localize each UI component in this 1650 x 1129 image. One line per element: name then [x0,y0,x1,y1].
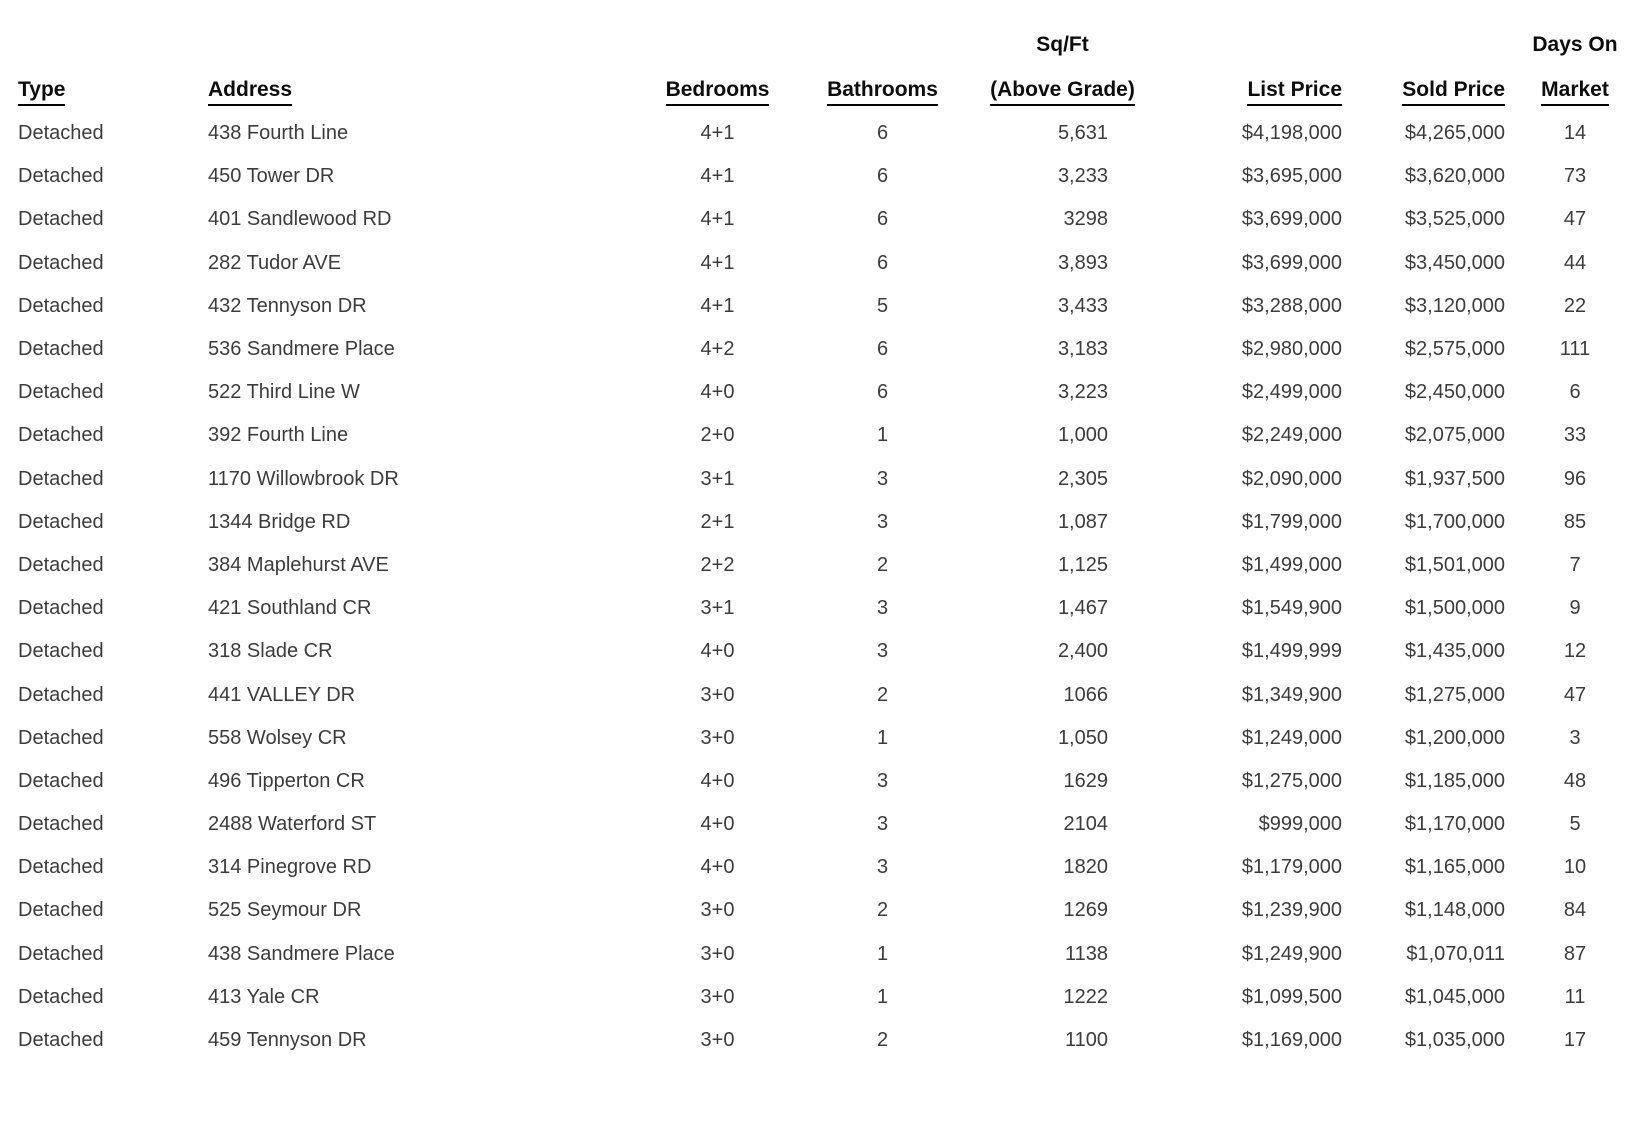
cell-sqft: 1820 [1063,856,1108,879]
header-sqft-label: (Above Grade) [990,77,1135,106]
row-spacer [1635,889,1650,932]
cell-days-on-market: 73 [1563,165,1587,188]
table-row [0,112,1650,155]
cell-bedrooms: 3+1 [700,467,735,490]
cell-list-price: $1,179,000 [1241,856,1342,879]
cell-sqft: 3,893 [1057,251,1108,274]
cell-bathrooms: 6 [876,338,889,361]
cell-days-on-market: 85 [1563,510,1587,533]
cell-sqft: 1,050 [1057,726,1108,749]
cell-list-price: $1,169,000 [1241,1029,1342,1052]
cell-bathrooms: 3 [876,813,889,836]
cell-list-price: $1,249,900 [1241,942,1342,965]
table-header [0,0,1650,112]
cell-bathrooms: 2 [876,683,889,706]
cell-sqft: 1100 [1064,1029,1108,1052]
cell-address: 1344 Bridge RD [208,510,351,533]
cell-sold-price: $1,700,000 [1404,510,1505,533]
cell-address: 441 VALLEY DR [208,683,356,706]
cell-list-price: $1,549,900 [1241,597,1342,620]
cell-address: 450 Tower DR [208,165,335,188]
cell-address: 401 Sandlewood RD [208,208,392,231]
cell-days-on-market: 47 [1563,208,1587,231]
cell-bathrooms: 6 [876,165,889,188]
table-row [0,846,1650,889]
cell-bathrooms: 3 [876,467,889,490]
cell-days-on-market: 12 [1563,640,1587,663]
cell-bathrooms: 6 [876,122,889,145]
cell-address: 459 Tennyson DR [208,1029,367,1052]
table-row [0,285,1650,328]
header-bathrooms-label: Bathrooms [827,77,938,106]
cell-bedrooms: 3+0 [700,1029,735,1052]
table-row [0,198,1650,241]
cell-bedrooms: 3+0 [700,942,735,965]
cell-bedrooms: 2+2 [700,553,735,576]
header-days-on-market [1515,0,1635,112]
cell-bedrooms: 4+0 [700,640,735,663]
cell-type: Detached [18,294,104,317]
cell-bathrooms: 5 [876,294,889,317]
cell-bathrooms: 3 [876,640,889,663]
header-address-label: Address [208,77,292,106]
row-spacer [1635,414,1650,457]
cell-bathrooms: 3 [876,856,889,879]
cell-type: Detached [18,640,104,663]
cell-type: Detached [18,510,104,533]
cell-sold-price: $1,937,500 [1404,467,1505,490]
cell-list-price: $999,000 [1258,813,1342,836]
cell-type: Detached [18,856,104,879]
cell-sold-price: $3,450,000 [1404,251,1505,274]
cell-sqft: 3298 [1063,208,1108,231]
cell-list-price: $3,288,000 [1241,294,1342,317]
cell-bathrooms: 2 [876,553,889,576]
cell-bathrooms: 2 [876,899,889,922]
cell-list-price: $4,198,000 [1241,122,1342,145]
cell-sqft: 1,087 [1057,510,1108,533]
cell-list-price: $2,980,000 [1241,338,1342,361]
header-sold-price [1352,0,1515,112]
cell-sqft: 1,000 [1057,424,1108,447]
header-type [0,0,190,112]
cell-type: Detached [18,467,104,490]
cell-sold-price: $1,501,000 [1404,553,1505,576]
cell-sold-price: $2,075,000 [1404,424,1505,447]
cell-address: 438 Fourth Line [208,122,349,145]
header-list-price [1165,0,1352,112]
cell-type: Detached [18,942,104,965]
cell-bedrooms: 3+0 [700,985,735,1008]
row-spacer [1635,458,1650,501]
cell-sold-price: $1,170,000 [1404,813,1505,836]
cell-days-on-market: 14 [1563,122,1587,145]
cell-days-on-market: 5 [1569,813,1581,836]
cell-address: 318 Slade CR [208,640,333,663]
cell-type: Detached [18,122,104,145]
table-row [0,544,1650,587]
header-row [0,0,1650,112]
cell-bedrooms: 4+1 [700,122,735,145]
header-type-label: Type [18,77,65,106]
table-row [0,803,1650,846]
header-bathrooms [805,0,960,112]
header-sqft-top: Sq/Ft [1036,33,1089,56]
cell-list-price: $1,239,900 [1241,899,1342,922]
row-spacer [1635,760,1650,803]
cell-sqft: 3,233 [1057,165,1108,188]
cell-list-price: $2,499,000 [1241,381,1342,404]
cell-sold-price: $4,265,000 [1404,122,1505,145]
cell-list-price: $1,099,500 [1241,985,1342,1008]
table-row [0,371,1650,414]
cell-address: 496 Tipperton CR [208,769,365,792]
cell-address: 384 Maplehurst AVE [208,553,389,576]
cell-days-on-market: 47 [1563,683,1587,706]
cell-bedrooms: 2+1 [700,510,735,533]
row-spacer [1635,371,1650,414]
cell-list-price: $1,249,000 [1241,726,1342,749]
row-spacer [1635,673,1650,716]
table-body [0,112,1650,1062]
cell-address: 525 Seymour DR [208,899,362,922]
row-spacer [1635,630,1650,673]
cell-bathrooms: 6 [876,251,889,274]
row-spacer [1635,155,1650,198]
cell-days-on-market: 10 [1563,856,1587,879]
cell-sqft: 3,433 [1057,294,1108,317]
cell-sold-price: $1,148,000 [1404,899,1505,922]
cell-address: 2488 Waterford ST [208,813,377,836]
cell-bathrooms: 2 [876,1029,889,1052]
cell-bedrooms: 4+1 [700,208,735,231]
cell-sqft: 1,125 [1057,553,1108,576]
cell-address: 558 Wolsey CR [208,726,347,749]
row-spacer [1635,587,1650,630]
cell-sold-price: $3,120,000 [1404,294,1505,317]
cell-sold-price: $1,185,000 [1404,769,1505,792]
cell-bedrooms: 3+1 [700,597,735,620]
cell-days-on-market: 17 [1563,1029,1587,1052]
cell-list-price: $3,699,000 [1241,251,1342,274]
cell-bedrooms: 4+1 [700,251,735,274]
cell-address: 438 Sandmere Place [208,942,395,965]
table-row [0,587,1650,630]
row-spacer [1635,846,1650,889]
cell-sqft: 2104 [1063,813,1108,836]
cell-days-on-market: 9 [1569,597,1581,620]
cell-sqft: 1,467 [1057,597,1108,620]
row-spacer [1635,285,1650,328]
cell-sqft: 1138 [1064,942,1108,965]
table-row [0,976,1650,1019]
header-sqft [960,0,1165,112]
cell-days-on-market: 3 [1569,726,1581,749]
row-spacer [1635,803,1650,846]
cell-bathrooms: 1 [876,942,889,965]
cell-days-on-market: 111 [1559,338,1591,361]
row-spacer [1635,544,1650,587]
cell-sold-price: $3,620,000 [1404,165,1505,188]
cell-address: 1170 Willowbrook DR [208,467,399,490]
table-row [0,630,1650,673]
cell-address: 314 Pinegrove RD [208,856,372,879]
cell-list-price: $2,249,000 [1241,424,1342,447]
table-row [0,1019,1650,1062]
header-bedrooms-label: Bedrooms [666,77,770,106]
cell-days-on-market: 22 [1563,294,1587,317]
table-row [0,155,1650,198]
cell-bedrooms: 4+0 [700,381,735,404]
cell-bedrooms: 4+2 [700,338,735,361]
cell-list-price: $1,799,000 [1241,510,1342,533]
cell-sqft: 3,223 [1057,381,1108,404]
table-row [0,673,1650,716]
cell-bedrooms: 3+0 [700,899,735,922]
cell-type: Detached [18,683,104,706]
header-bedrooms [630,0,805,112]
table-row [0,717,1650,760]
cell-sold-price: $2,450,000 [1404,381,1505,404]
cell-address: 282 Tudor AVE [208,251,342,274]
cell-address: 421 Southland CR [208,597,372,620]
cell-bathrooms: 6 [876,208,889,231]
cell-bathrooms: 3 [876,769,889,792]
cell-type: Detached [18,553,104,576]
cell-address: 432 Tennyson DR [208,294,367,317]
cell-sqft: 5,631 [1057,122,1108,145]
cell-address: 522 Third Line W [208,381,360,404]
cell-sold-price: $1,035,000 [1404,1029,1505,1052]
cell-days-on-market: 33 [1563,424,1587,447]
cell-days-on-market: 96 [1563,467,1587,490]
cell-sold-price: $2,575,000 [1404,338,1505,361]
cell-sqft: 2,400 [1057,640,1108,663]
row-spacer [1635,933,1650,976]
table-row [0,933,1650,976]
cell-bedrooms: 4+1 [700,294,735,317]
cell-type: Detached [18,165,104,188]
cell-sold-price: $3,525,000 [1404,208,1505,231]
cell-bedrooms: 4+0 [700,813,735,836]
cell-address: 536 Sandmere Place [208,338,395,361]
cell-type: Detached [18,251,104,274]
cell-type: Detached [18,899,104,922]
row-spacer [1635,717,1650,760]
cell-days-on-market: 87 [1563,942,1587,965]
table-row [0,760,1650,803]
cell-sold-price: $1,200,000 [1404,726,1505,749]
table-row [0,414,1650,457]
cell-sold-price: $1,435,000 [1404,640,1505,663]
cell-type: Detached [18,769,104,792]
cell-sqft: 1629 [1063,769,1108,792]
table-row [0,328,1650,371]
cell-days-on-market: 44 [1563,251,1587,274]
cell-address: 413 Yale CR [208,985,320,1008]
cell-type: Detached [18,1029,104,1052]
header-days-on-market-top: Days On [1532,33,1618,56]
row-spacer [1635,976,1650,1019]
cell-bathrooms: 3 [876,597,889,620]
cell-bedrooms: 4+0 [700,856,735,879]
row-spacer [1635,112,1650,155]
cell-sold-price: $1,165,000 [1404,856,1505,879]
cell-type: Detached [18,208,104,231]
cell-days-on-market: 6 [1569,381,1581,404]
cell-days-on-market: 11 [1564,985,1586,1008]
cell-list-price: $2,090,000 [1241,467,1342,490]
row-spacer [1635,242,1650,285]
cell-list-price: $1,275,000 [1241,769,1342,792]
cell-bedrooms: 4+1 [700,165,735,188]
cell-type: Detached [18,338,104,361]
cell-sold-price: $1,500,000 [1404,597,1505,620]
table-row [0,501,1650,544]
cell-address: 392 Fourth Line [208,424,349,447]
cell-bathrooms: 3 [876,510,889,533]
cell-days-on-market: 48 [1563,769,1587,792]
cell-list-price: $3,699,000 [1241,208,1342,231]
cell-sqft: 2,305 [1057,467,1108,490]
cell-list-price: $1,499,999 [1241,640,1342,663]
cell-type: Detached [18,985,104,1008]
header-address [190,0,630,112]
cell-bedrooms: 3+0 [700,726,735,749]
cell-bedrooms: 2+0 [700,424,735,447]
cell-days-on-market: 7 [1569,553,1581,576]
cell-bedrooms: 4+0 [700,769,735,792]
cell-bathrooms: 1 [876,424,889,447]
cell-sqft: 1269 [1063,899,1108,922]
cell-sqft: 1222 [1063,985,1108,1008]
cell-list-price: $1,349,900 [1241,683,1342,706]
row-spacer [1635,198,1650,241]
row-spacer [1635,1019,1650,1062]
cell-type: Detached [18,813,104,836]
cell-bathrooms: 1 [876,985,889,1008]
cell-sqft: 1066 [1063,683,1108,706]
cell-type: Detached [18,381,104,404]
cell-type: Detached [18,726,104,749]
cell-bathrooms: 1 [876,726,889,749]
row-spacer [1635,501,1650,544]
cell-bathrooms: 6 [876,381,889,404]
cell-days-on-market: 84 [1563,899,1587,922]
header-list-price-label: List Price [1247,77,1342,106]
table-row [0,889,1650,932]
table-row [0,458,1650,501]
table-row [0,242,1650,285]
cell-type: Detached [18,597,104,620]
row-spacer [1635,328,1650,371]
cell-sold-price: $1,070,011 [1406,942,1505,965]
header-days-on-market-label: Market [1541,77,1609,106]
cell-sold-price: $1,045,000 [1404,985,1505,1008]
cell-type: Detached [18,424,104,447]
cell-sold-price: $1,275,000 [1404,683,1505,706]
cell-list-price: $1,499,000 [1241,553,1342,576]
cell-list-price: $3,695,000 [1241,165,1342,188]
cell-sqft: 3,183 [1057,338,1108,361]
header-spacer [1635,0,1650,112]
cell-bedrooms: 3+0 [700,683,735,706]
header-sold-price-label: Sold Price [1402,77,1505,106]
